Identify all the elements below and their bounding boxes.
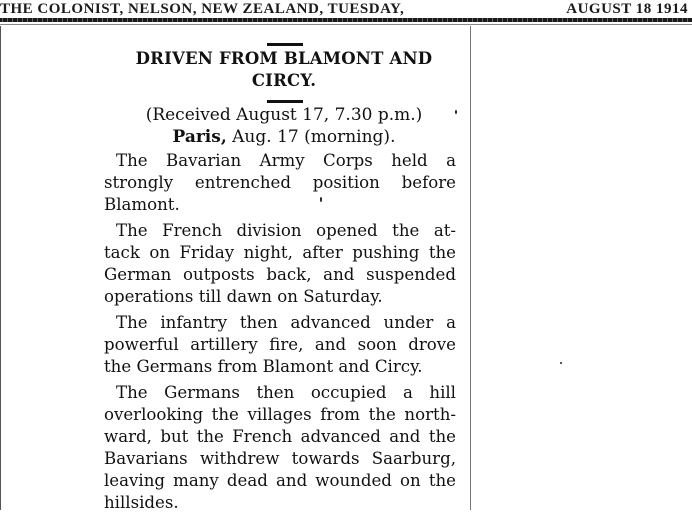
article-body: [104, 150, 456, 518]
paragraph: [104, 382, 456, 514]
masthead-underline: [0, 24, 692, 25]
headline-top-rule: [267, 43, 303, 46]
article-headline: [100, 48, 468, 92]
text-line: overlooking the villages from the north-: [104, 405, 456, 424]
text-line: the Germans from Blamont and Circy.: [104, 357, 423, 376]
dateline-place: Paris,: [172, 127, 227, 147]
text-line: operations till dawn on Saturday.: [104, 287, 383, 306]
masthead-date: AUGUST 18 1914: [566, 1, 688, 17]
dateline: [100, 126, 468, 148]
masthead-rule: [0, 18, 692, 22]
dateline-date: Aug. 17 (morning).: [226, 127, 396, 147]
paragraph: [104, 220, 456, 308]
text-line: The Bavarian Army Corps held a: [116, 151, 456, 170]
headline-line-1: DRIVEN FROM BLAMONT AND: [135, 49, 433, 68]
print-speck: [455, 110, 457, 114]
text-line: German outposts back, and suspended: [104, 265, 456, 284]
text-line: hillsides.: [104, 493, 179, 512]
text-line: strongly entrenched position before: [104, 173, 456, 192]
text-line: The French division opened the at-: [116, 221, 456, 240]
print-speck: [560, 362, 562, 364]
masthead-publication: THE COLONIST, NELSON, NEW ZEALAND, TUESDAY,: [0, 1, 405, 17]
received-line: (Received August 17, 7.30 p.m.): [145, 105, 423, 125]
column-rule-left: [0, 26, 1, 510]
newspaper-masthead: [0, 0, 692, 22]
text-line: leaving many dead and wounded on the: [104, 471, 456, 490]
text-line: ward, but the French advanced and the: [104, 427, 456, 446]
paragraph: [104, 312, 456, 378]
headline-line-2: CIRCY.: [251, 71, 317, 90]
text-line: tack on Friday night, after pushing the: [104, 243, 456, 262]
text-line: Blamont.: [104, 195, 180, 214]
masthead-text: [0, 1, 692, 18]
column-rule-right: [470, 26, 471, 510]
article-column: [100, 38, 468, 510]
headline-bottom-rule: [267, 100, 303, 103]
text-line: The infantry then advanced under a: [116, 313, 456, 332]
paragraph: [104, 150, 456, 216]
text-line: The Germans then occupied a hill: [116, 383, 456, 402]
print-speck: [320, 197, 322, 202]
text-line: Bavarians withdrew towards Saarburg,: [104, 449, 456, 468]
text-line: powerful artillery fire, and soon drove: [104, 335, 456, 354]
